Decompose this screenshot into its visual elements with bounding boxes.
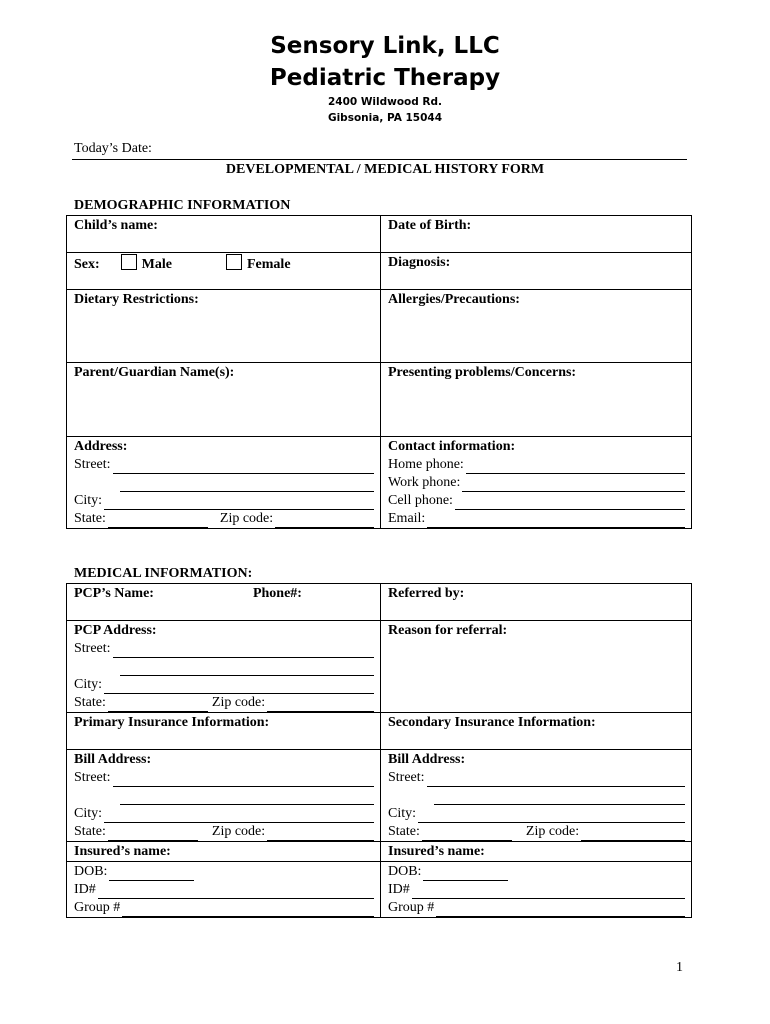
primary-street-field[interactable] — [113, 773, 374, 787]
cell-phone-label: Cell phone: — [388, 493, 453, 508]
primary-state-field[interactable] — [108, 827, 198, 841]
referred-by-label: Referred by: — [388, 586, 465, 601]
secondary-insured-name-label: Insured’s name: — [388, 844, 485, 859]
primary-bill-address-cell — [67, 750, 381, 842]
female-checkbox[interactable] — [226, 254, 242, 270]
primary-insurance-label: Primary Insurance Information: — [74, 715, 270, 730]
secondary-bill-address-label: Bill Address: — [388, 752, 466, 767]
allergies-label: Allergies/Precautions: — [388, 292, 520, 307]
primary-insured-name-cell[interactable] — [67, 842, 381, 862]
dob-cell[interactable] — [381, 216, 692, 253]
address-cell — [67, 437, 381, 529]
primary-group-field[interactable] — [122, 903, 374, 917]
primary-group-label: Group # — [74, 900, 121, 915]
email-field[interactable] — [427, 514, 685, 528]
street-field-2[interactable] — [120, 478, 374, 492]
pcp-address-label: PCP Address: — [74, 623, 157, 638]
pcp-city-field[interactable] — [104, 680, 374, 694]
referred-by-cell[interactable] — [381, 584, 692, 621]
company-address-line2: Gibsonia, PA 15044 — [327, 112, 443, 124]
pcp-street-label: Street: — [74, 641, 111, 656]
work-phone-field[interactable] — [462, 478, 685, 492]
secondary-state-field[interactable] — [422, 827, 512, 841]
secondary-city-label: City: — [388, 806, 417, 821]
demographic-table — [66, 215, 692, 529]
male-checkbox[interactable] — [121, 254, 137, 270]
primary-insurance-cell[interactable] — [67, 713, 381, 750]
secondary-bill-address-cell — [381, 750, 692, 842]
work-phone-label: Work phone: — [388, 475, 461, 490]
primary-city-field[interactable] — [104, 809, 374, 823]
primary-zip-label: Zip code: — [211, 824, 266, 839]
form-title: DEVELOPMENTAL / MEDICAL HISTORY FORM — [225, 162, 545, 177]
pcp-name-cell[interactable] — [67, 584, 381, 621]
presenting-label: Presenting problems/Concerns: — [388, 365, 577, 380]
primary-dob-field[interactable] — [109, 867, 194, 881]
pcp-street-field[interactable] — [113, 644, 374, 658]
diagnosis-label: Diagnosis: — [388, 255, 451, 270]
female-label: Female — [247, 257, 291, 272]
secondary-city-field[interactable] — [418, 809, 685, 823]
secondary-dob-label: DOB: — [388, 864, 422, 879]
pcp-state-label: State: — [74, 695, 106, 710]
parent-label: Parent/Guardian Name(s): — [74, 365, 235, 380]
address-label: Address: — [74, 439, 128, 454]
secondary-insured-details-cell — [381, 862, 692, 918]
todays-date-label: Today’s Date: — [74, 141, 152, 156]
pcp-street-field-2[interactable] — [120, 662, 374, 676]
primary-bill-address-label: Bill Address: — [74, 752, 152, 767]
page-number: 1 — [676, 960, 683, 975]
secondary-zip-field[interactable] — [581, 827, 685, 841]
dietary-label: Dietary Restrictions: — [74, 292, 199, 307]
medical-section-title: MEDICAL INFORMATION: — [74, 566, 253, 581]
contact-label: Contact information: — [388, 439, 516, 454]
primary-insured-name-label: Insured’s name: — [74, 844, 171, 859]
pcp-phone-label: Phone#: — [252, 586, 302, 601]
pcp-zip-label: Zip code: — [211, 695, 266, 710]
secondary-street-label: Street: — [388, 770, 425, 785]
primary-id-field[interactable] — [98, 885, 374, 899]
pcp-state-field[interactable] — [108, 698, 208, 712]
male-label: Male — [141, 257, 172, 272]
allergies-cell[interactable] — [381, 290, 692, 363]
company-name: Sensory Link, LLC — [270, 33, 500, 59]
secondary-street-field[interactable] — [427, 773, 685, 787]
diagnosis-cell[interactable] — [381, 253, 692, 290]
childs-name-label: Child’s name: — [74, 218, 158, 233]
cell-phone-field[interactable] — [455, 496, 685, 510]
primary-state-label: State: — [74, 824, 106, 839]
secondary-dob-field[interactable] — [423, 867, 508, 881]
header-rule — [72, 159, 687, 160]
primary-dob-label: DOB: — [74, 864, 108, 879]
secondary-insurance-label: Secondary Insurance Information: — [388, 715, 596, 730]
secondary-insured-name-cell[interactable] — [381, 842, 692, 862]
dietary-cell[interactable] — [67, 290, 381, 363]
dob-label: Date of Birth: — [388, 218, 472, 233]
primary-street-field-2[interactable] — [120, 791, 374, 805]
secondary-zip-label: Zip code: — [525, 824, 580, 839]
secondary-state-label: State: — [388, 824, 420, 839]
pcp-address-cell — [67, 621, 381, 713]
primary-zip-field[interactable] — [267, 827, 374, 841]
medical-table — [66, 583, 692, 918]
company-subtitle: Pediatric Therapy — [269, 65, 501, 91]
secondary-street-field-2[interactable] — [434, 791, 685, 805]
primary-id-label: ID# — [74, 882, 96, 897]
secondary-id-label: ID# — [388, 882, 410, 897]
city-field[interactable] — [104, 496, 374, 510]
pcp-name-label: PCP’s Name: — [74, 586, 154, 601]
secondary-id-field[interactable] — [412, 885, 685, 899]
secondary-group-label: Group # — [388, 900, 435, 915]
contact-cell — [381, 437, 692, 529]
pcp-city-label: City: — [74, 677, 103, 692]
sex-label: Sex: — [74, 257, 100, 272]
secondary-insurance-cell[interactable] — [381, 713, 692, 750]
state-field[interactable] — [108, 514, 208, 528]
street-label: Street: — [74, 457, 111, 472]
primary-city-label: City: — [74, 806, 103, 821]
email-label: Email: — [388, 511, 426, 526]
reason-cell[interactable] — [381, 621, 692, 713]
primary-street-label: Street: — [74, 770, 111, 785]
secondary-group-field[interactable] — [436, 903, 685, 917]
home-phone-field[interactable] — [466, 460, 685, 474]
state-label: State: — [74, 511, 106, 526]
reason-label: Reason for referral: — [388, 623, 508, 638]
company-address-line1: 2400 Wildwood Rd. — [327, 96, 443, 108]
home-phone-label: Home phone: — [388, 457, 464, 472]
street-field[interactable] — [113, 460, 374, 474]
presenting-cell[interactable] — [381, 363, 692, 437]
demographic-section-title: DEMOGRAPHIC INFORMATION — [74, 198, 291, 213]
sex-cell — [67, 253, 381, 290]
childs-name-cell[interactable] — [67, 216, 381, 253]
city-label: City: — [74, 493, 103, 508]
primary-insured-details-cell — [67, 862, 381, 918]
pcp-zip-field[interactable] — [267, 698, 374, 712]
zip-field[interactable] — [275, 514, 374, 528]
zip-label: Zip code: — [219, 511, 274, 526]
parent-cell[interactable] — [67, 363, 381, 437]
